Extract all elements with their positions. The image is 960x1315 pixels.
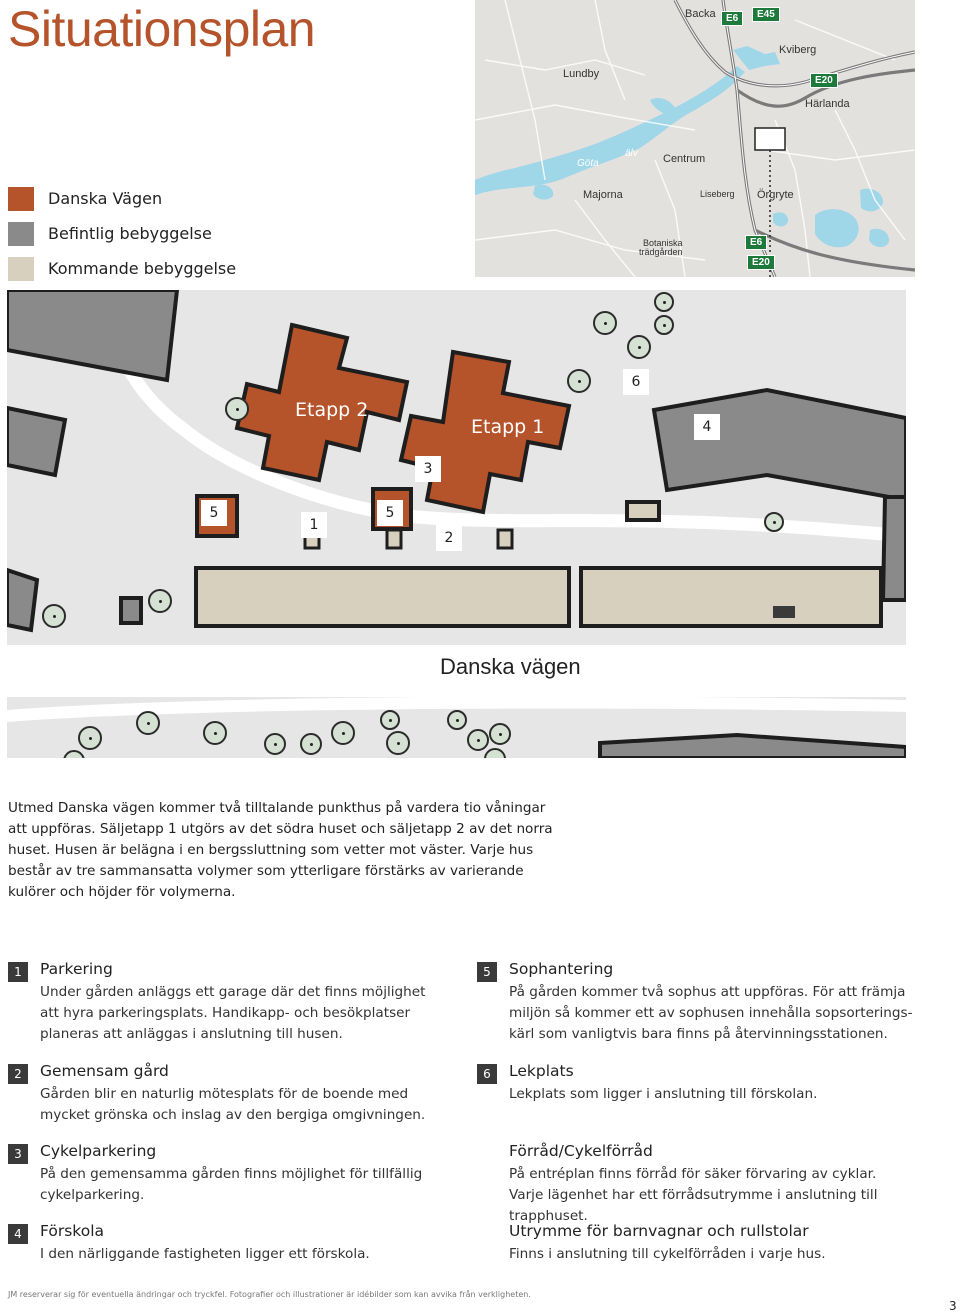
- legend-swatch: [8, 257, 34, 281]
- feature-title: Förråd/Cykelförråd: [509, 1142, 653, 1160]
- feature-title: Gemensam gård: [40, 1062, 169, 1080]
- tree-icon: [447, 710, 467, 730]
- tree-icon: [467, 729, 489, 751]
- tree-icon: [386, 731, 410, 755]
- map-label-backa: Backa: [685, 8, 716, 20]
- tree-icon: [567, 369, 591, 393]
- map-legend: [8, 181, 408, 286]
- legend-swatch: [8, 222, 34, 246]
- road-sign-e6: E6: [721, 11, 743, 26]
- site-marker-5: 5: [377, 500, 403, 526]
- feature-title: Utrymme för barnvagnar och rullstolar: [509, 1222, 809, 1240]
- tree-icon: [654, 292, 674, 312]
- feature-parkering: [8, 960, 448, 1050]
- city-overview-map: [475, 0, 915, 277]
- etapp-1-label: Etapp 1: [471, 416, 545, 438]
- tree-icon: [489, 723, 511, 745]
- tree-icon: [300, 733, 322, 755]
- legend-item-befintlig: [8, 216, 408, 251]
- site-marker-4: 4: [694, 414, 720, 440]
- feature-cykelparkering: [8, 1142, 448, 1212]
- feature-body: Lekplats som ligger i anslutning till förskolan.: [509, 1086, 818, 1102]
- feature-utrymme-barnvagnar: [477, 1222, 917, 1272]
- tree-icon: [42, 604, 66, 628]
- tree-icon: [593, 311, 617, 335]
- feature-body: Under gården anläggs ett garage där det finns möjlighet att hyra parkeringsplats. Handikapp- och besökplatser planeras att anläggas i anslutning till husen.: [40, 984, 426, 1042]
- site-marker-3: 3: [415, 456, 441, 482]
- map-label-majorna: Majorna: [583, 189, 623, 201]
- feature-title: Förskola: [40, 1222, 105, 1240]
- tree-icon: [148, 589, 172, 613]
- feature-gemensam-gard: [8, 1062, 448, 1132]
- city-map-graphic: [475, 0, 915, 277]
- page-number: 3: [949, 1299, 957, 1313]
- etapp-2-label: Etapp 2: [295, 399, 369, 421]
- tree-icon: [78, 726, 102, 750]
- road-sign-e6: E6: [745, 235, 767, 250]
- site-marker-5: 5: [201, 500, 227, 526]
- feature-title: Sophantering: [509, 960, 614, 978]
- page-title: Situationsplan: [8, 1, 316, 57]
- tree-icon: [203, 721, 227, 745]
- feature-forskola: [8, 1222, 448, 1272]
- feature-title: Parkering: [40, 960, 113, 978]
- feature-body: Gården blir en naturlig mötesplats för de boende med mycket grönska och inslag av den bergiga omgivningen.: [40, 1086, 426, 1123]
- map-label-centrum: Centrum: [663, 153, 706, 165]
- tree-icon: [380, 710, 400, 730]
- intro-paragraph: Utmed Danska vägen kommer två tilltalande punkthus på vardera tio våningar att uppföras. Säljetapp 1 utgörs av det södra huset och säljetapp 2 av det norra huset. Husen är belägna i en bergssluttning som vetter mot väster. Varje hus består av tre sammansatta volymer som ytterligare förstärks av varierande kulörer och höjder för volymerna.: [8, 800, 553, 900]
- tree-icon: [654, 315, 674, 335]
- road-sign-e20: E20: [810, 73, 838, 88]
- site-plan: [7, 290, 906, 758]
- map-label-tradgarden: trädgården: [639, 247, 683, 257]
- road-sign-e45: E45: [752, 7, 780, 22]
- feature-title: Cykelparkering: [40, 1142, 157, 1160]
- tree-icon: [764, 512, 784, 532]
- tree-icon: [225, 397, 249, 421]
- legend-label: Kommande bebyggelse: [48, 259, 237, 278]
- feature-number-badge: 4: [8, 1224, 28, 1244]
- disclaimer-footnote: JM reserverar sig för eventuella ändringar och tryckfel. Fotografier och illustrationer är idébilder som kan avvika från verkligheten.: [8, 1290, 531, 1299]
- legend-label: Danska Vägen: [48, 189, 163, 208]
- feature-body: Finns i anslutning till cykelförråden i varje hus.: [509, 1246, 826, 1262]
- feature-number-badge: 2: [8, 1064, 28, 1084]
- feature-lekplats: [477, 1062, 917, 1112]
- feature-number-badge: 3: [8, 1144, 28, 1164]
- feature-forrad-cykelforrad: [477, 1142, 917, 1224]
- site-marker-1: 1: [301, 512, 327, 538]
- river-label-gota: Göta: [577, 158, 599, 169]
- feature-body: I den närliggande fastigheten ligger ett förskola.: [40, 1246, 370, 1262]
- feature-number-badge: 5: [477, 962, 497, 982]
- feature-number-badge: 6: [477, 1064, 497, 1084]
- map-label-kviberg: Kviberg: [779, 44, 817, 56]
- feature-number-badge: 1: [8, 962, 28, 982]
- tree-icon: [136, 711, 160, 735]
- map-label-lundby: Lundby: [563, 68, 600, 80]
- map-label-liseberg: Liseberg: [700, 189, 735, 199]
- legend-label: Befintlig bebyggelse: [48, 224, 212, 243]
- legend-item-kommande: [8, 251, 408, 286]
- site-marker-6: 6: [623, 369, 649, 395]
- tree-icon: [331, 721, 355, 745]
- map-label-harlanda: Härlanda: [805, 98, 850, 110]
- site-marker-2: 2: [436, 525, 462, 551]
- river-label-alv: älv: [625, 148, 638, 159]
- street-label-danska-vagen: Danska vägen: [440, 654, 581, 679]
- legend-item-danska-vagen: [8, 181, 408, 216]
- feature-title: Lekplats: [509, 1062, 574, 1080]
- map-label-botaniska: Botaniska: [643, 238, 683, 248]
- road-sign-e20: E20: [747, 255, 775, 270]
- feature-body: På entréplan finns förråd för säker förvaring av cyklar. Varje lägenhet har ett förrådsutrymme i anslutning till trapphuset.: [509, 1166, 878, 1224]
- feature-body: På gården kommer två sophus att uppföras. För att främja miljön så kommer ett av sophusen innehålla sopsorterings-kärl som vanligtvis bara finns på återvinningsstationen.: [509, 984, 913, 1042]
- tree-icon: [627, 335, 651, 359]
- map-label-orgryte: Örgryte: [757, 189, 794, 201]
- tree-icon: [264, 733, 286, 755]
- legend-swatch: [8, 187, 34, 211]
- feature-sophantering: [477, 960, 917, 1050]
- feature-body: På den gemensamma gården finns möjlighet för tillfällig cykelparkering.: [40, 1166, 423, 1203]
